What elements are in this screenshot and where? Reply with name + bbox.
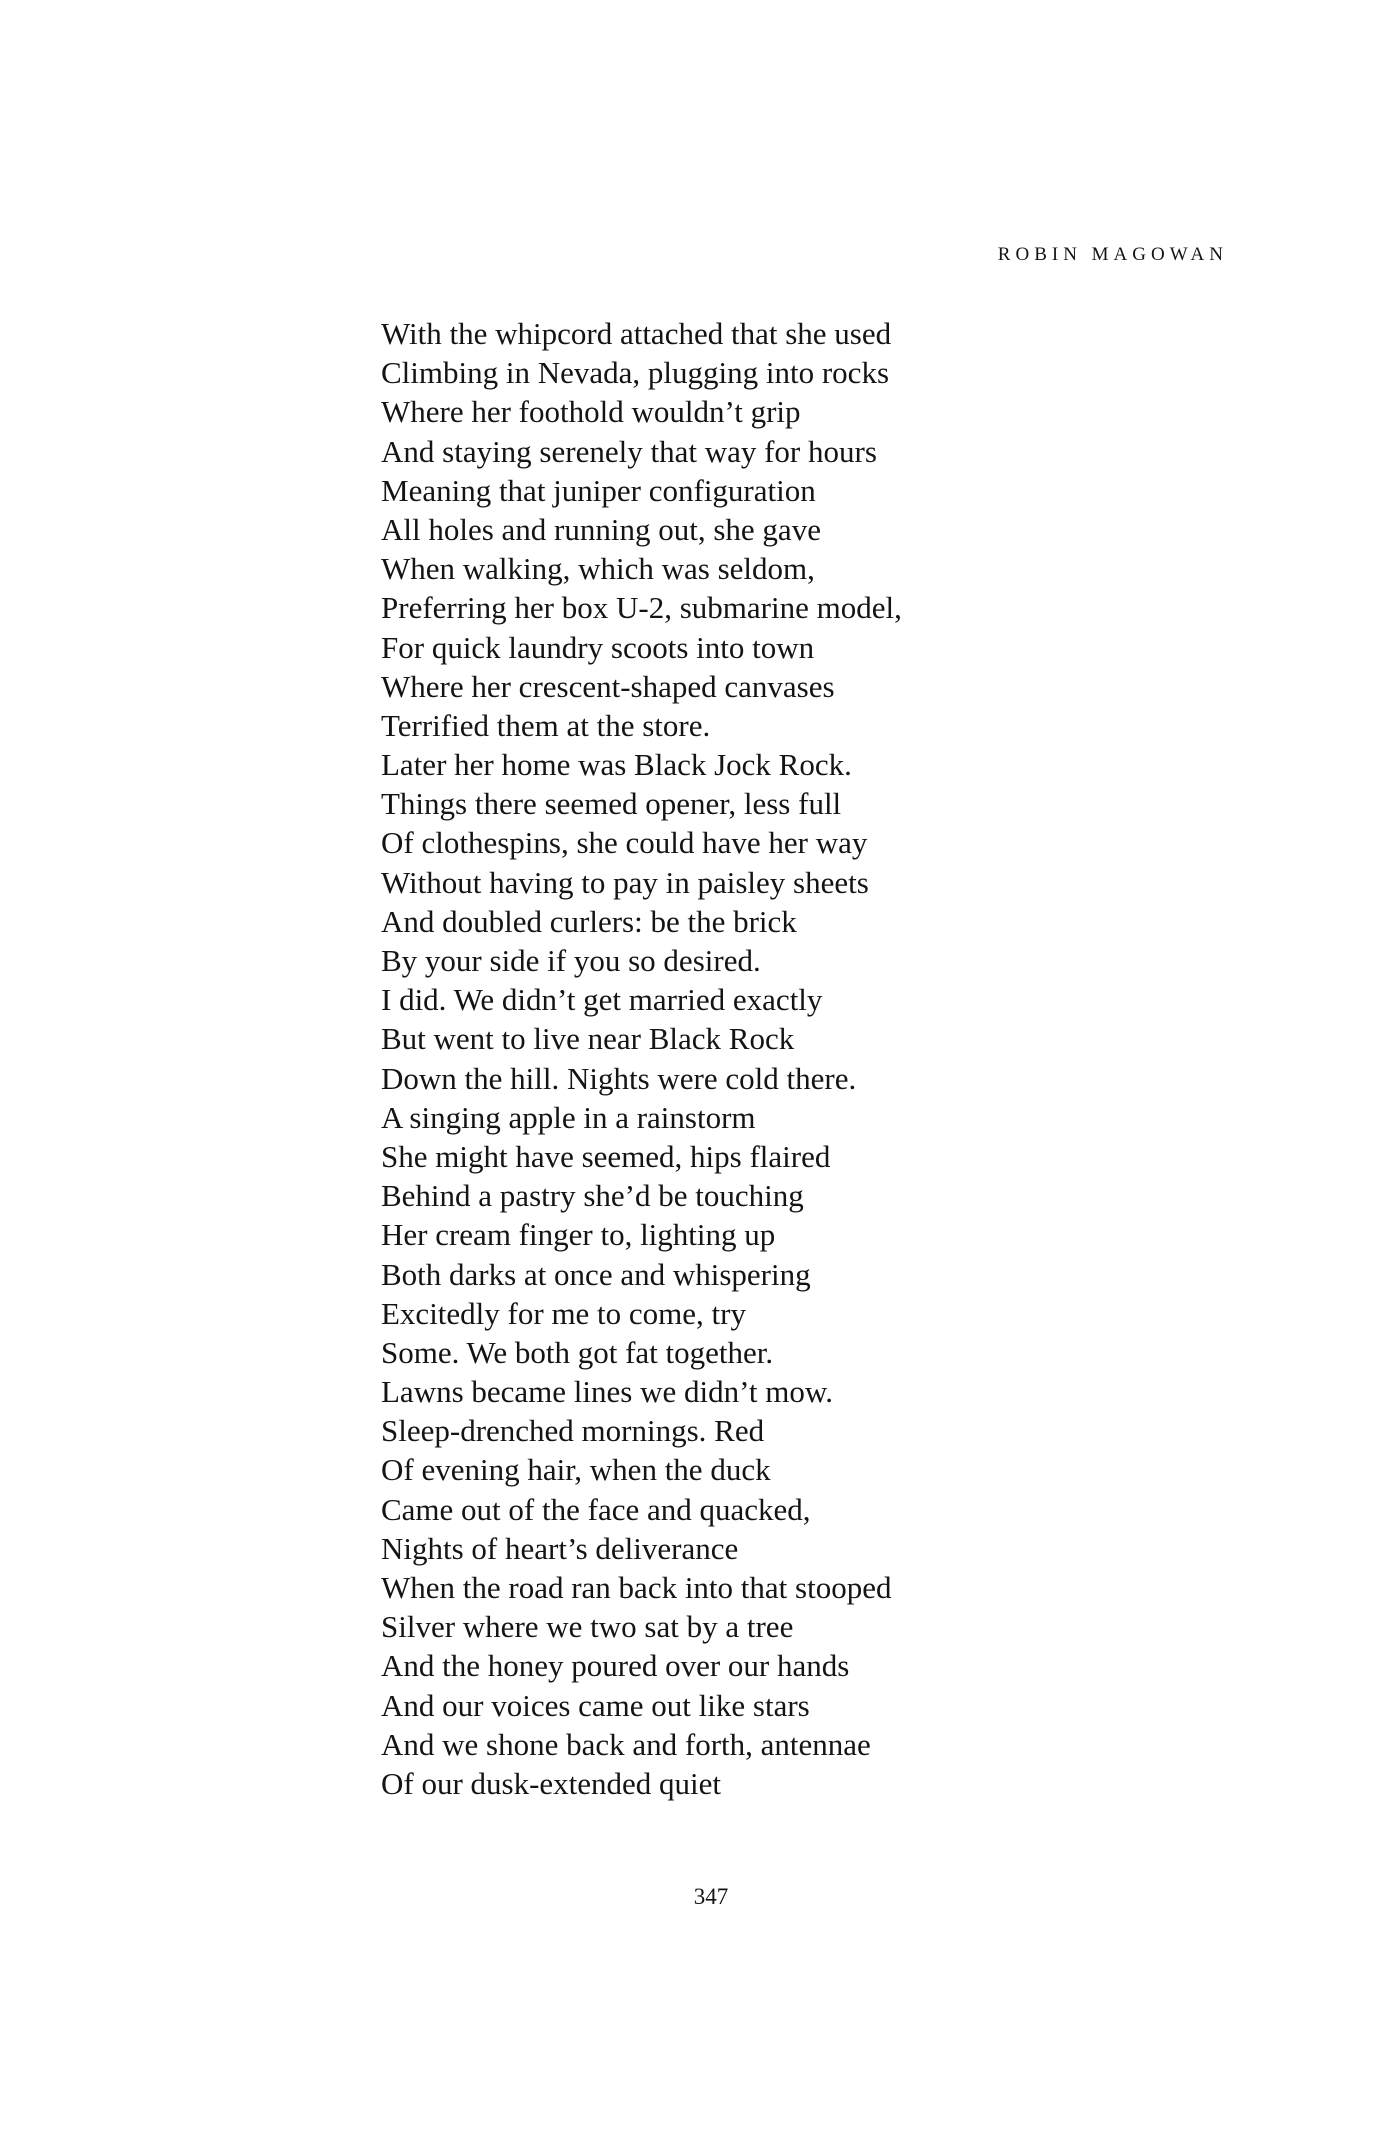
- poem-line: She might have seemed, hips flaired: [381, 1138, 831, 1174]
- poem-line: I did. We didn’t get married exactly: [381, 982, 823, 1018]
- poem-line: Later her home was Black Jock Rock.: [381, 747, 852, 783]
- poem-line: Climbing in Nevada, plugging into rocks: [381, 355, 890, 391]
- poem-line: Where her crescent-shaped canvases: [381, 668, 835, 704]
- poem-line: By your side if you so desired.: [381, 943, 761, 978]
- poem-line: A singing apple in a rainstorm: [381, 1099, 756, 1135]
- poem-line: And our voices came out like stars: [381, 1687, 810, 1723]
- poem-line: And staying serenely that way for hours: [381, 433, 877, 469]
- poem-line: With the whipcord attached that she used: [381, 316, 892, 351]
- poem-line: Silver where we two sat by a tree: [381, 1609, 794, 1645]
- poem-line: Excitedly for me to come, try: [381, 1295, 746, 1331]
- poem-line: Behind a pastry she’d be touching: [381, 1178, 804, 1214]
- poem-line: When the road ran back into that stooped: [381, 1570, 892, 1605]
- poem-line: Where her foothold wouldn’t grip: [381, 394, 801, 430]
- poem-line: Things there seemed opener, less full: [381, 786, 842, 822]
- running-head-author: ROBIN MAGOWAN: [997, 244, 1228, 265]
- poem-line: Preferring her box U-2, submarine model,: [381, 590, 902, 626]
- poem-line: Down the hill. Nights were cold there.: [381, 1060, 857, 1096]
- poem-line: Lawns became lines we didn’t mow.: [381, 1374, 833, 1410]
- poem-line: Of evening hair, when the duck: [381, 1452, 771, 1488]
- poem-line: Sleep-drenched mornings. Red: [381, 1413, 765, 1449]
- poem-line: Terrified them at the store.: [381, 707, 711, 743]
- poem-line: But went to live near Black Rock: [381, 1021, 795, 1057]
- poem-body: [381, 314, 1201, 1803]
- poem-line: Some. We both got fat together.: [381, 1334, 774, 1370]
- poem-line: Meaning that juniper configuration: [381, 472, 816, 508]
- poem-line: Of our dusk-extended quiet: [381, 1765, 722, 1801]
- poem-line: Came out of the face and quacked,: [381, 1491, 811, 1527]
- poem-line: Nights of heart’s deliverance: [381, 1530, 739, 1566]
- poem-line: And we shone back and forth, antennae: [381, 1726, 871, 1762]
- poem-line: Both darks at once and whispering: [381, 1256, 811, 1292]
- poem-line: Her cream finger to, lighting up: [381, 1217, 776, 1253]
- poem-line: Without having to pay in paisley sheets: [381, 864, 869, 900]
- poem-line: All holes and running out, she gave: [381, 511, 821, 547]
- page-number: 347: [693, 1884, 729, 1909]
- poem-line: And the honey poured over our hands: [381, 1648, 850, 1684]
- poem-line: Of clothespins, she could have her way: [381, 825, 868, 861]
- poem-line: For quick laundry scoots into town: [381, 629, 815, 665]
- poem-line: When walking, which was seldom,: [381, 551, 815, 587]
- poem-line: And doubled curlers: be the brick: [381, 903, 797, 939]
